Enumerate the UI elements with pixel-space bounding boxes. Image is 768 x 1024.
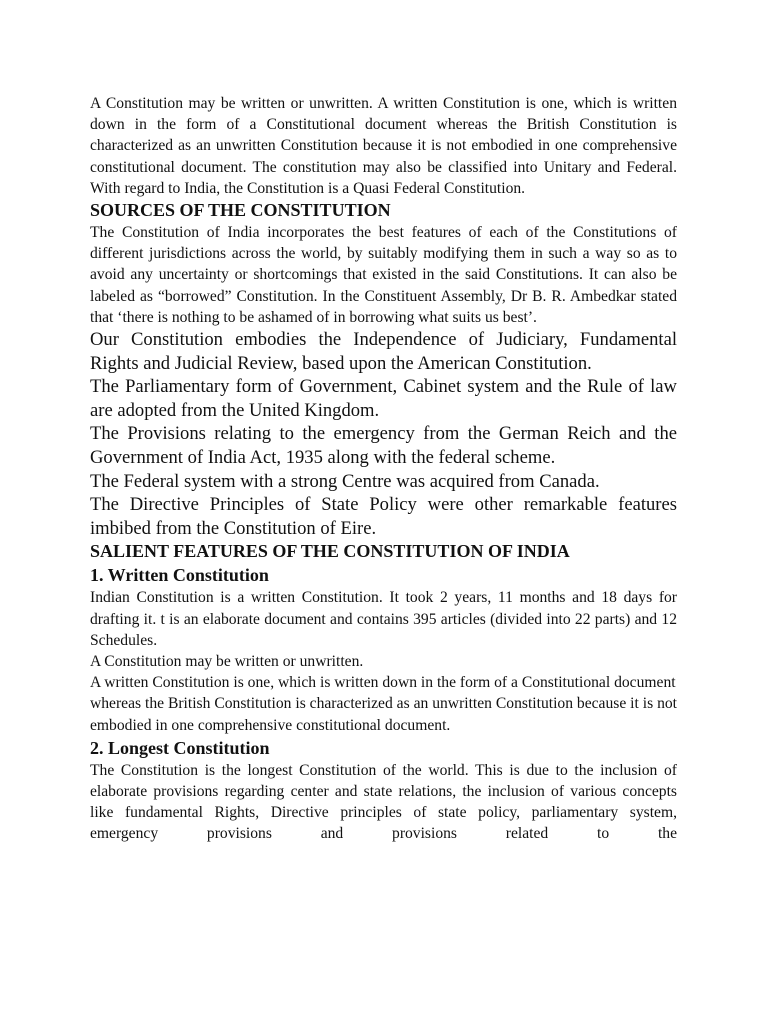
source-item-american: Our Constitution embodies the Independence of Judiciary, Fundamental Rights and Judicial Review, based upon the American Constitution. bbox=[90, 329, 677, 374]
written-constitution-heading: 1. Written Constitution bbox=[90, 565, 269, 586]
salient-features-heading: SALIENT FEATURES OF THE CONSTITUTION OF INDIA bbox=[90, 541, 570, 562]
source-item-german: The Provisions relating to the emergency from the German Reich and the Government of India Act, 1935 along with the federal scheme. bbox=[90, 423, 677, 468]
written-constitution-paragraph: Indian Constitution is a written Constitution. It took 2 years, 11 months and 18 days for drafting it. t is an elaborate document and contains 395 articles (divided into 22 parts) and 12 Schedules. bbox=[90, 589, 677, 649]
longest-constitution-paragraph: The Constitution is the longest Constitution of the world. This is due to the inclusion of elaborate provisions regarding center and state relations, the inclusion of various concepts like fundamental Rights, Directive principles of state policy, parliamentary system, emergency provisions and provisions related to the bbox=[90, 761, 677, 843]
written-line-2: A written Constitution is one, which is written down in the form of a Constitutional document bbox=[90, 674, 676, 692]
source-item-eire: The Directive Principles of State Policy were other remarkable features imbibed from the Constitution of Eire. bbox=[90, 494, 677, 539]
sources-paragraph: The Constitution of India incorporates the best features of each of the Constitutions of different jurisdictions across the world, by suitably modifying them in such a way so as to avoid any uncertainty or shortcomings that existed in the said Constitutions. It can also be labeled as “borrowed” Constitution. In the Constituent Assembly, Dr B. R. Ambedkar stated that ‘there is nothing to be ashamed of in borrowing what suits us best’. bbox=[90, 224, 677, 326]
intro-paragraph: A Constitution may be written or unwritten. A written Constitution is one, which is written down in the form of a Constitutional document whereas the British Constitution is characterized as an unwritten Constitution because it is not embodied in one comprehensive constitutional document. The constitution may also be classified into Unitary and Federal. With regard to India, the Constitution is a Quasi Federal Constitution. bbox=[90, 95, 677, 197]
written-line-3: whereas the British Constitution is characterized as an unwritten Constitution because it is not embodied in one comprehensive constitutional document. bbox=[90, 695, 677, 734]
written-line-1: A Constitution may be written or unwritten. bbox=[90, 652, 364, 670]
longest-constitution-heading: 2. Longest Constitution bbox=[90, 737, 270, 758]
source-item-canada: The Federal system with a strong Centre was acquired from Canada. bbox=[90, 470, 600, 492]
source-item-uk: The Parliamentary form of Government, Cabinet system and the Rule of law are adopted from the United Kingdom. bbox=[90, 376, 677, 421]
document-page bbox=[90, 93, 677, 845]
sources-heading: SOURCES OF THE CONSTITUTION bbox=[90, 200, 391, 221]
